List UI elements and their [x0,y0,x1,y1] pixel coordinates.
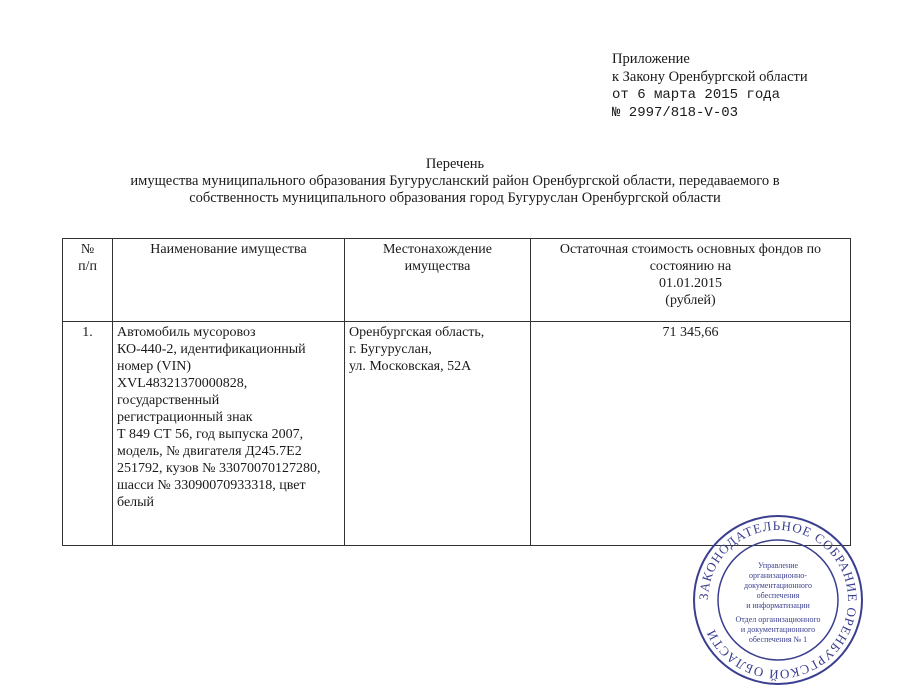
svg-text:Управление: Управление [757,561,799,570]
annex-number: № 2997/818-V-03 [612,105,739,121]
annex-law: к Закону Оренбургской области [612,69,808,85]
seal-ring-text: ЗАКОНОДАТЕЛЬНОЕ СОБРАНИЕ ОРЕНБУРГСКОЙ ОБЛАСТИ [695,517,861,683]
svg-text:обеспечения № 1: обеспечения № 1 [748,635,808,644]
seal-inner-text [735,561,820,644]
title-heading: Перечень [425,156,485,172]
document-title [100,156,810,207]
annex-date: от 6 марта 2015 года [612,87,781,103]
svg-text:организационно-: организационно- [749,571,807,580]
table-header-row [63,239,851,322]
official-seal [690,512,866,688]
header-number: № п/п [63,239,113,322]
cell-cost: 71 345,66 [531,322,851,546]
svg-text:и информатизации: и информатизации [746,601,810,610]
svg-text:обеспечения: обеспечения [756,591,800,600]
svg-text:и документационного: и документационного [740,625,816,634]
cell-number: 1. [63,322,113,546]
svg-text:Отдел организационного: Отдел организационного [735,615,821,624]
cell-name: Автомобиль мусоровоз КО-440-2, идентификационный номер (VIN) XVL48321370000828, государственный регистрационный знак Т 849 СТ 56, год выпуска 2007, модель, № двигателя Д245.7Е2 251792, кузов № 33070070127280, шасси № 33090070933318, цвет белый [113,322,345,546]
header-location: Местонахождение имущества [345,239,531,322]
annex-block [612,50,808,122]
header-name: Наименование имущества [113,239,345,322]
header-cost: Остаточная стоимость основных фондов по состоянию на 01.01.2015 (рублей) [531,239,851,322]
annex-title: Приложение [612,51,690,67]
title-line-1: имущества муниципального образования Бугурусланский район Оренбургской области, передаваемого в [130,173,780,189]
seal-outer-ring [694,516,862,684]
title-line-2: собственность муниципального образования город Бугуруслан Оренбургской области [189,190,721,206]
property-table [62,238,851,546]
cell-location: Оренбургская область, г. Бугуруслан, ул. Московская, 52А [345,322,531,546]
svg-text:документационного: документационного [744,581,812,590]
